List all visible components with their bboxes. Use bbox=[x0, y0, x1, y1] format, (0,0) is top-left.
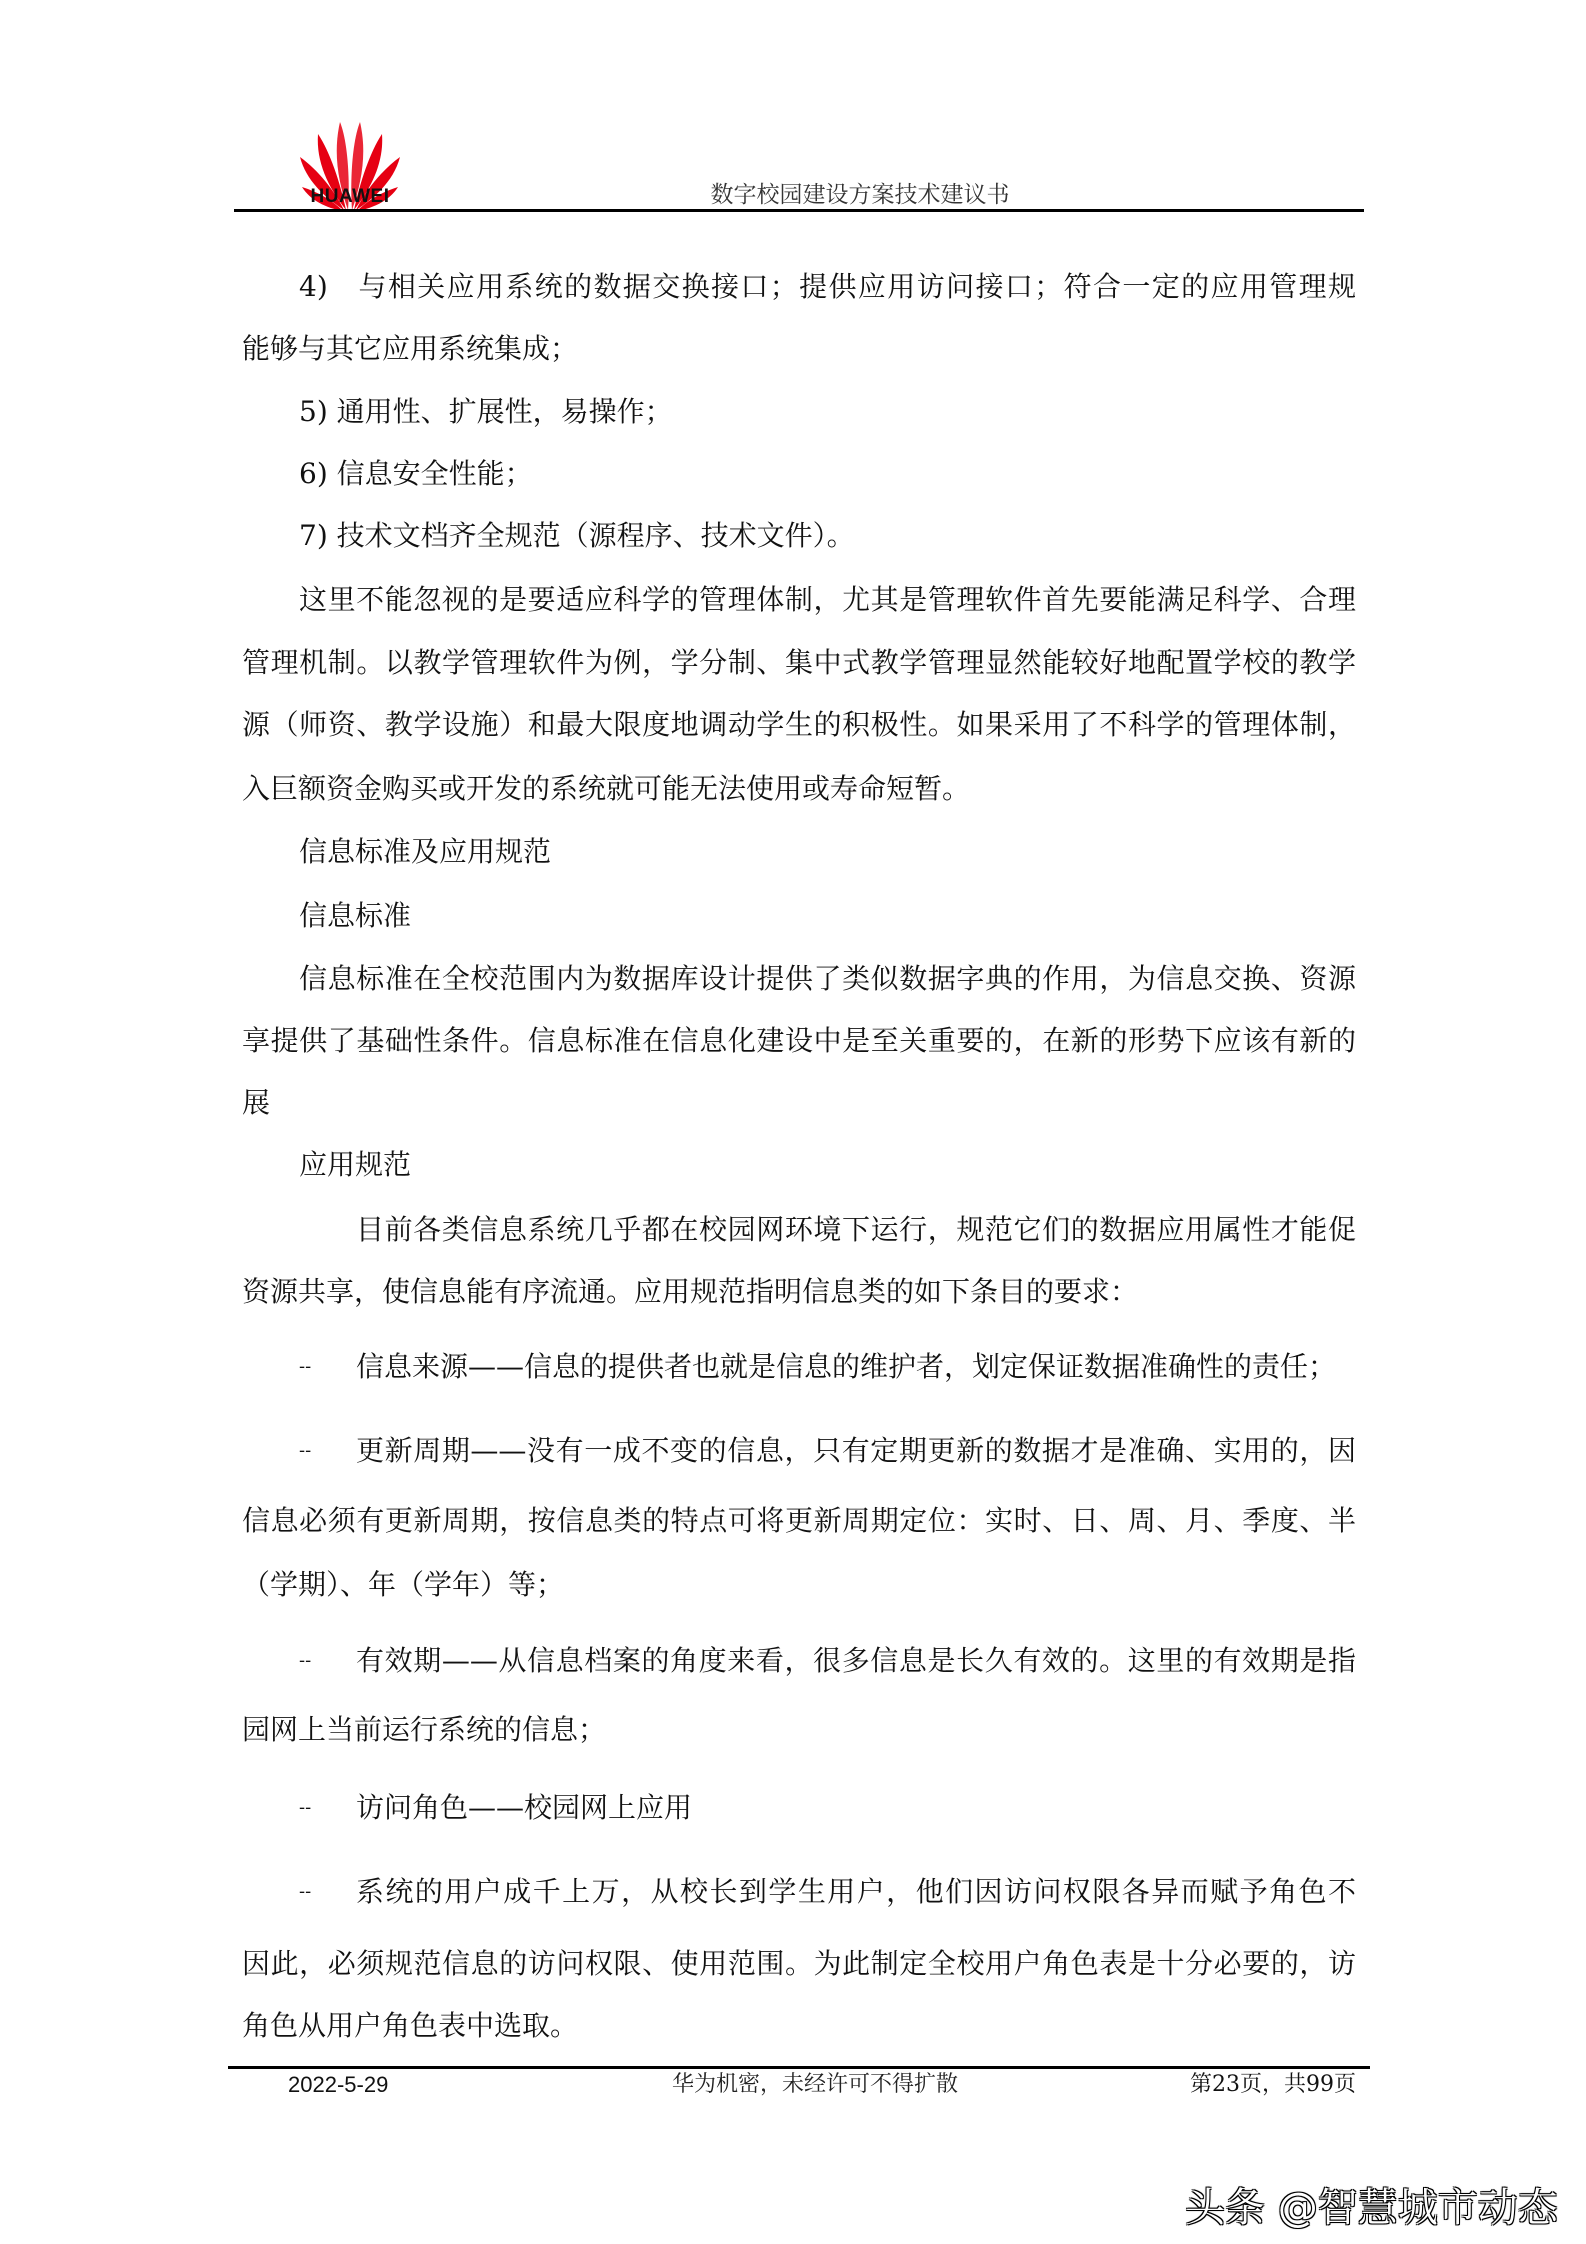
text-line: 系统的用户成千上万，从校长到学生用户，他们因访问权限各异而赋予角色不 bbox=[356, 1875, 1356, 1908]
text-line: 能够与其它应用系统集成； bbox=[242, 332, 579, 365]
text-line: （学期）、年（学年）等； bbox=[242, 1568, 565, 1601]
text-line: 因此，必须规范信息的访问权限、使用范围。为此制定全校用户角色表是十分必要的，访 bbox=[242, 1947, 1356, 1980]
text-line: 6) 信息安全性能； bbox=[299, 457, 533, 490]
text-line: 信息来源——信息的提供者也就是信息的维护者，划定保证数据准确性的责任； bbox=[356, 1350, 1337, 1383]
text-line: 应用规范 bbox=[299, 1148, 412, 1181]
bullet-marker: -- bbox=[299, 1881, 312, 1902]
footer-page-number: 第23页，共99页 bbox=[1190, 2072, 1356, 2097]
text-line: 角色从用户角色表中选取。 bbox=[242, 2009, 579, 2042]
text-line: 信息必须有更新周期，按信息类的特点可将更新周期定位：实时、日、周、月、季度、半 bbox=[242, 1504, 1356, 1537]
bullet-marker: -- bbox=[299, 1650, 312, 1671]
text-line: 展 bbox=[242, 1086, 271, 1119]
text-line: 管理机制。以教学管理软件为例，学分制、集中式教学管理显然能较好地配置学校的教学 bbox=[242, 646, 1356, 679]
text-line: 这里不能忽视的是要适应科学的管理体制，尤其是管理软件首先要能满足科学、合理 bbox=[299, 583, 1356, 616]
bullet-marker: -- bbox=[299, 1797, 312, 1818]
text-line: 源（师资、教学设施）和最大限度地调动学生的积极性。如果采用了不科学的管理体制， bbox=[242, 708, 1356, 741]
header-divider bbox=[234, 209, 1364, 212]
footer-confidential: 华为机密，未经许可不得扩散 bbox=[671, 2072, 958, 2097]
text-line: 资源共享，使信息能有序流通。应用规范指明信息类的如下条目的要求： bbox=[242, 1275, 1139, 1308]
text-line: 目前各类信息系统几乎都在校园网环境下运行，规范它们的数据应用属性才能促 bbox=[356, 1213, 1356, 1246]
text-line: 7) 技术文档齐全规范（源程序、技术文件）。 bbox=[299, 519, 855, 552]
text-line: 园网上当前运行系统的信息； bbox=[242, 1713, 607, 1746]
text-line: 信息标准及应用规范 bbox=[299, 835, 552, 868]
bullet-marker: -- bbox=[299, 1356, 312, 1377]
text-line: 信息标准在全校范围内为数据库设计提供了类似数据字典的作用，为信息交换、资源 bbox=[299, 962, 1356, 995]
watermark: 头条 @智慧城市动态 bbox=[1185, 2185, 1558, 2231]
text-line: 有效期——从信息档案的角度来看，很多信息是长久有效的。这里的有效期是指 bbox=[356, 1644, 1356, 1677]
document-title: 数字校园建设方案技术建议书 bbox=[710, 182, 1010, 208]
text-line: 更新周期——没有一成不变的信息，只有定期更新的数据才是准确、实用的，因 bbox=[356, 1434, 1356, 1467]
footer-date: 2022-5-29 bbox=[288, 2072, 389, 2097]
text-line: 5) 通用性、扩展性，易操作； bbox=[299, 395, 673, 428]
footer-divider bbox=[228, 2066, 1370, 2069]
logo-text: HUAWEI bbox=[310, 186, 390, 207]
text-line: 访问角色——校园网上应用 bbox=[356, 1791, 693, 1824]
text-line: 4) 与相关应用系统的数据交换接口；提供应用访问接口；符合一定的应用管理规 bbox=[299, 270, 1356, 303]
text-line: 信息标准 bbox=[299, 899, 412, 932]
text-line: 入巨额资金购买或开发的系统就可能无法使用或寿命短暂。 bbox=[242, 772, 971, 805]
bullet-marker: -- bbox=[299, 1440, 312, 1461]
text-line: 享提供了基础性条件。信息标准在信息化建设中是至关重要的，在新的形势下应该有新的 bbox=[242, 1024, 1356, 1057]
